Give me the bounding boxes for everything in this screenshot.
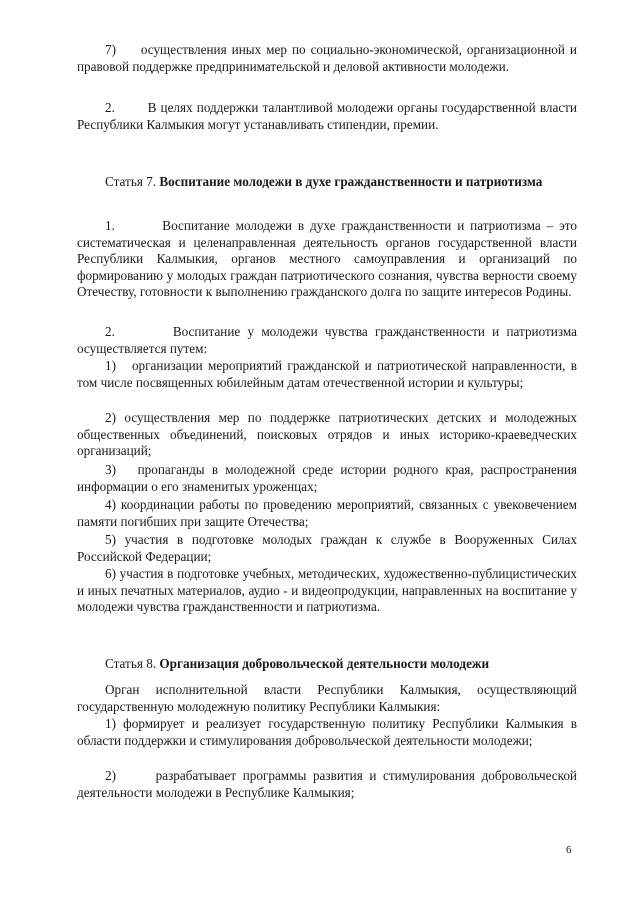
article-8-intro: Орган исполнительной власти Республики Калмыкия, осуществляющий государственную молодежную политику Республики Калмыкия: [77, 682, 577, 714]
article-7-paragraph-2: 2. Воспитание у молодежи чувства гражданственности и патриотизма осуществляется путем: [77, 324, 577, 356]
article-7-item-6: 6) участия в подготовке учебных, методических, художественно-публицистических и иных печатных материалов, аудио - и видеопродукции, направленных на воспитание у молодежи чувства гражданственности и патриотизма. [77, 566, 577, 615]
article-8-item-2: 2) разрабатывает программы развития и стимулирования добровольческой деятельности молодежи в Республике Калмыкия; [77, 768, 577, 800]
article-7-paragraph-1: 1. Воспитание молодежи в духе гражданственности и патриотизма – это систематическая и целенаправленная деятельность органов государственной власти Республики Калмыкия, органов местного самоуправления и организаций по формированию у молодых граждан патриотического сознания, чувства верности своему Отечеству, готовности к выполнению гражданского долга по защите интересов Родины. [77, 218, 577, 300]
article-7-item-2: 2) осуществления мер по поддержке патриотических детских и молодежных общественных объединений, поисковых отрядов и иных историко-краеведческих организаций; [77, 410, 577, 459]
article-7-item-5: 5) участия в подготовке молодых граждан к службе в Вооруженных Силах Российской Федерации; [77, 532, 577, 564]
article-8-heading [77, 656, 577, 673]
article-8-title: Организация добровольческой деятельности молодежи [159, 656, 490, 671]
article-7-heading [77, 174, 577, 191]
article-8-number: Статья 8. [105, 656, 157, 671]
article-7-item-1: 1) организации мероприятий гражданской и патриотической направленности, в том числе посвященных юбилейным датам отечественной истории и культуры; [77, 358, 577, 390]
article-7-item-4: 4) координации работы по проведению мероприятий, связанных с увековечением памяти погибших при защите Отечества; [77, 497, 577, 529]
article-8-item-1: 1) формирует и реализует государственную политику Республики Калмыкия в области поддержки и стимулирования добровольческой деятельности молодежи; [77, 716, 577, 748]
article-7-number: Статья 7. [105, 174, 157, 189]
paragraph-talented-youth: 2. В целях поддержки талантливой молодежи органы государственной власти Республики Калмыкия могут устанавливать стипендии, премии. [77, 100, 577, 132]
article-7-title: Воспитание молодежи в духе гражданственности и патриотизма [159, 174, 543, 189]
article-7-item-3: 3) пропаганды в молодежной среде истории родного края, распространения информации о его знаменитых уроженцах; [77, 462, 577, 494]
paragraph-item-7: 7) осуществления иных мер по социально-экономической, организационной и правовой поддержке предпринимательской и деловой активности молодежи. [77, 42, 577, 74]
page-number: 6 [566, 844, 572, 856]
